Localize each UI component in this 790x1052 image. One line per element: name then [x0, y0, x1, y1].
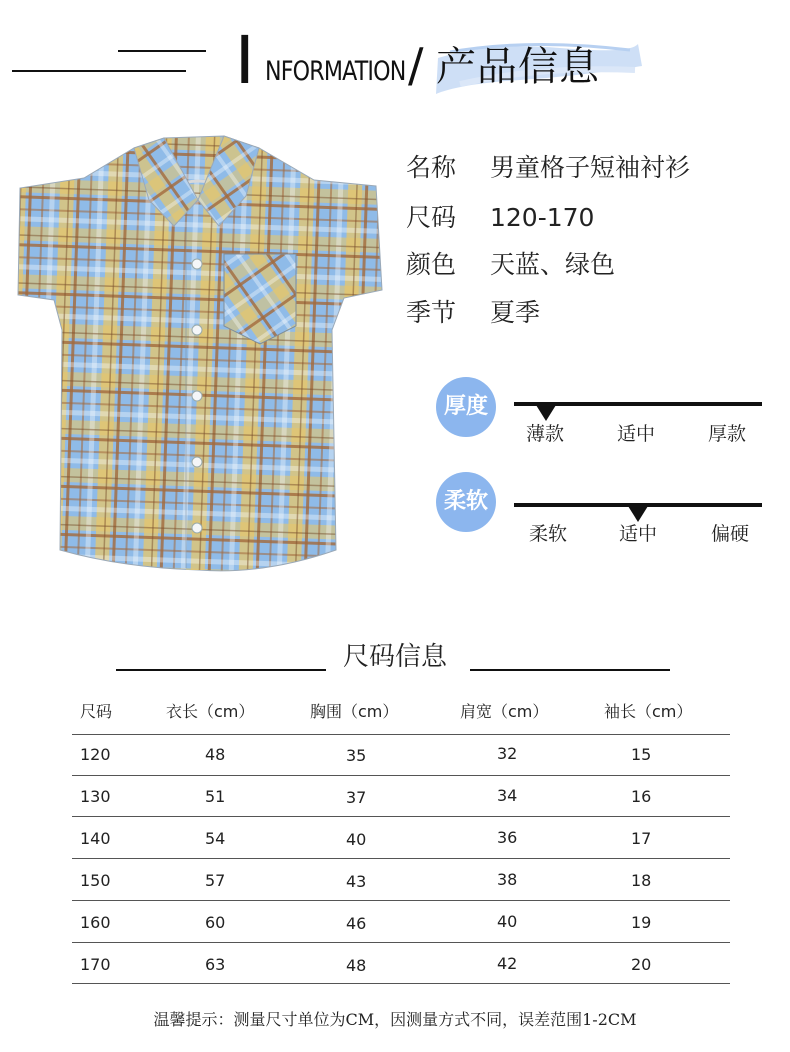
- info-label-size: 尺码: [406, 203, 457, 232]
- table-cell: 34: [497, 786, 518, 805]
- header-decor-line-top: [118, 50, 206, 52]
- info-value-color: 天蓝、绿色: [490, 250, 616, 279]
- softness-option-soft: 柔软: [528, 523, 567, 545]
- information-initial: I: [238, 22, 252, 99]
- thickness-marker: [536, 405, 556, 421]
- page-title: 产品信息: [436, 44, 600, 90]
- table-cell: 51: [205, 787, 226, 806]
- plaid-shirt-image: [14, 130, 384, 580]
- table-cell: 19: [631, 913, 652, 932]
- measurement-tip: 温馨提示：测量尺寸单位为CM，因测量方式不同，误差范围1-2CM: [153, 1010, 637, 1029]
- table-divider: [72, 734, 730, 735]
- table-divider: [72, 775, 730, 776]
- info-value-size: 120-170: [490, 203, 595, 232]
- information-word: NFORMATION: [265, 56, 406, 87]
- table-cell: 57: [205, 871, 226, 890]
- table-cell: 15: [631, 745, 652, 764]
- table-header-size: 尺码: [80, 702, 113, 721]
- info-label-season: 季节: [406, 298, 457, 327]
- table-divider: [72, 816, 730, 817]
- table-cell: 20: [631, 955, 652, 974]
- table-cell: 42: [497, 954, 518, 973]
- table-cell: 48: [205, 745, 226, 764]
- table-cell: 120: [80, 745, 111, 764]
- softness-marker: [628, 506, 648, 522]
- thickness-option-thick: 厚款: [707, 423, 746, 445]
- table-cell: 32: [497, 744, 518, 763]
- table-cell: 43: [346, 872, 367, 891]
- table-cell: 140: [80, 829, 111, 848]
- table-cell: 63: [205, 955, 226, 974]
- table-divider: [72, 858, 730, 859]
- table-cell: 40: [497, 912, 518, 931]
- thickness-option-thin: 薄款: [525, 423, 564, 445]
- table-header-chest: 胸围（cm）: [310, 702, 399, 721]
- softness-option-hard: 偏硬: [710, 523, 749, 545]
- thickness-badge: 厚度: [436, 377, 496, 437]
- table-cell: 46: [346, 914, 367, 933]
- table-cell: 40: [346, 830, 367, 849]
- header-decor-line-bottom: [12, 70, 186, 72]
- table-cell: 130: [80, 787, 111, 806]
- table-cell: 170: [80, 955, 111, 974]
- table-cell: 60: [205, 913, 226, 932]
- size-table-title: 尺码信息: [342, 642, 447, 672]
- table-cell: 16: [631, 787, 652, 806]
- table-cell: 37: [346, 788, 367, 807]
- table-cell: 17: [631, 829, 652, 848]
- table-cell: 35: [346, 746, 367, 765]
- table-header-shoulder: 肩宽（cm）: [460, 702, 549, 721]
- table-cell: 36: [497, 828, 518, 847]
- info-value-season: 夏季: [490, 298, 541, 327]
- table-cell: 18: [631, 871, 652, 890]
- table-cell: 150: [80, 871, 111, 890]
- softness-badge: 柔软: [436, 472, 496, 532]
- table-divider: [72, 983, 730, 984]
- table-divider: [72, 900, 730, 901]
- table-cell: 54: [205, 829, 226, 848]
- table-divider: [72, 942, 730, 943]
- thickness-option-medium: 适中: [616, 423, 655, 445]
- table-cell: 160: [80, 913, 111, 932]
- table-header-sleeve: 袖长（cm）: [604, 702, 693, 721]
- table-cell: 38: [497, 870, 518, 889]
- info-value-name: 男童格子短袖衬衫: [490, 153, 691, 182]
- table-header-length: 衣长（cm）: [166, 702, 255, 721]
- softness-option-medium: 适中: [618, 523, 657, 545]
- size-title-line-right: [470, 669, 670, 671]
- info-label-name: 名称: [406, 153, 457, 182]
- table-cell: 48: [346, 956, 367, 975]
- header-slash: /: [408, 38, 424, 92]
- info-label-color: 颜色: [406, 250, 457, 279]
